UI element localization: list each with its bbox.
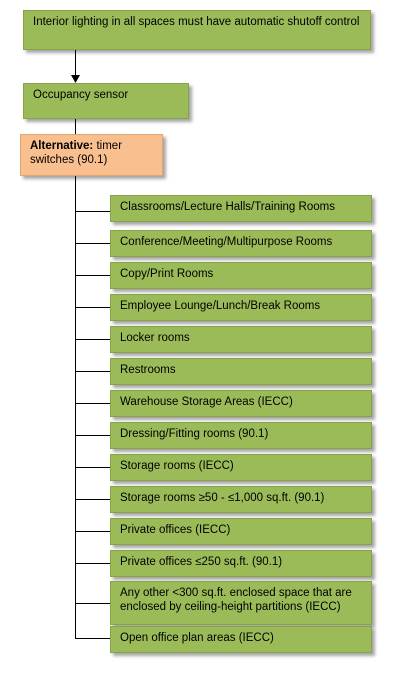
connector-branch: [75, 603, 110, 604]
space-type-label: Open office plan areas (IECC): [120, 632, 274, 644]
connector-branch: [75, 563, 110, 564]
space-type-label: Warehouse Storage Areas (IECC): [120, 396, 293, 408]
space-type-box: [110, 294, 372, 321]
occupancy-sensor-box: [23, 83, 189, 119]
root-requirement-text: Interior lighting in all spaces must have automatic shutoff control: [33, 16, 360, 28]
space-type-label: Classrooms/Lecture Halls/Training Rooms: [120, 201, 335, 213]
space-type-label: Private offices (IECC): [120, 524, 231, 536]
connector-branch: [75, 243, 110, 244]
space-type-box: [110, 358, 372, 385]
space-type-label: Locker rooms: [120, 332, 190, 344]
space-type-label: Restrooms: [120, 364, 176, 376]
space-type-box: [110, 390, 372, 417]
connector-branch: [75, 371, 110, 372]
alternative-label: Alternative:: [30, 140, 94, 152]
space-type-box: [110, 454, 372, 481]
space-type-box: [110, 518, 372, 545]
occupancy-sensor-text: Occupancy sensor: [33, 89, 129, 101]
space-type-box: [110, 581, 372, 625]
space-type-label: Conference/Meeting/Multipurpose Rooms: [120, 236, 333, 248]
space-type-label: Employee Lounge/Lunch/Break Rooms: [120, 300, 321, 312]
connector-branch: [75, 339, 110, 340]
root-requirement-box: [23, 10, 371, 50]
connector-trunk: [75, 176, 76, 638]
connector-branch: [75, 499, 110, 500]
connector-branch: [75, 307, 110, 308]
alternative-text: timer switches (90.1): [30, 140, 123, 166]
connector-branch: [75, 638, 110, 639]
connector-branch: [75, 403, 110, 404]
space-type-box: [110, 326, 372, 353]
alternative-box: [20, 134, 163, 176]
space-type-label: Copy/Print Rooms: [120, 268, 214, 280]
connector-branch: [75, 211, 110, 212]
connector-branch: [75, 275, 110, 276]
connector-root-to-occupancy: [75, 50, 76, 76]
space-type-box: [110, 262, 372, 289]
space-type-label: Storage rooms (IECC): [120, 460, 234, 472]
connector-occupancy-to-alternative: [75, 119, 76, 134]
connector-branch: [75, 435, 110, 436]
space-type-box: [110, 422, 372, 449]
space-type-label: Storage rooms ≥50 - ≤1,000 sq.ft. (90.1): [120, 492, 325, 504]
space-type-label: Dressing/Fitting rooms (90.1): [120, 428, 269, 440]
connector-branch: [75, 467, 110, 468]
space-type-box: [110, 230, 372, 257]
space-type-box: [110, 195, 372, 222]
space-type-box: [110, 550, 372, 577]
space-type-box: [110, 626, 372, 653]
arrowhead-icon: [71, 75, 80, 83]
space-type-label: Any other <300 sq.ft. enclosed space that are enclosed by ceiling-height partitions (IECC): [120, 587, 352, 613]
space-type-label: Private offices ≤250 sq.ft. (90.1): [120, 556, 283, 568]
connector-branch: [75, 531, 110, 532]
space-type-box: [110, 486, 372, 513]
